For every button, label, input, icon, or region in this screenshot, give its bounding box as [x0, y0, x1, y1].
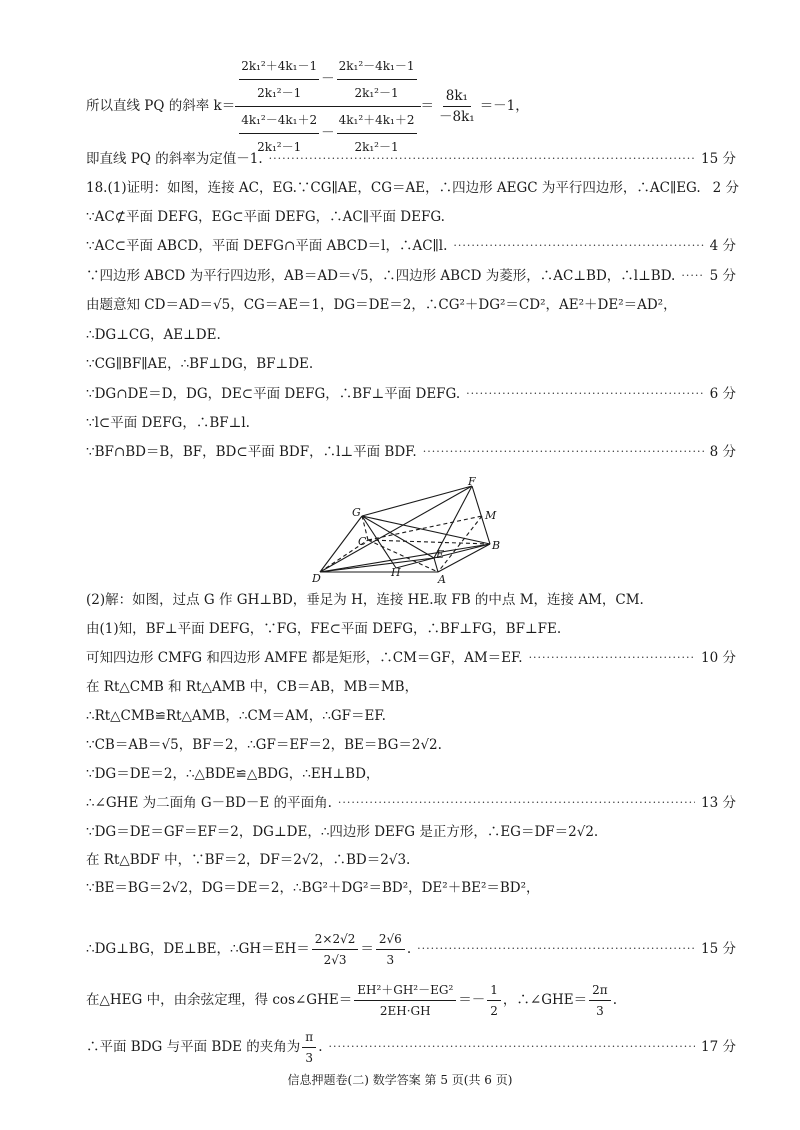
solution-line: [86, 413, 736, 433]
cos-mid2: ，∴∠GHE＝: [502, 992, 588, 1008]
gh-prefix: ∴DG⊥BG，DE⊥BE，∴GH＝EH＝: [86, 941, 310, 957]
slope-result-bottom: －8k₁: [439, 108, 475, 125]
cos-line: [86, 980, 736, 1020]
score-mark: 10 分: [701, 650, 736, 666]
score-mark: 4 分: [709, 238, 736, 254]
cos-prefix: 在△HEG 中，由余弦定理，得 cos∠GHE＝: [86, 992, 353, 1008]
cos-fraction-1-top: EH²＋GH²－EG²: [354, 980, 456, 1001]
solution-line: [86, 384, 736, 404]
score-mark: 13 分: [701, 795, 736, 811]
final-tail: .: [318, 1039, 323, 1055]
line-text: 18.(1)证明：如图，连接 AC，EG.∵CG∥AE，CG＝AE，∴四边形 AEGC 为平行四边形，∴AC∥EG.: [86, 180, 701, 196]
minus-sign: －: [321, 125, 335, 141]
gh-fraction-1-bottom: 2√3: [323, 952, 347, 967]
final-line: [86, 1028, 736, 1066]
score-mark: 15 分: [701, 941, 736, 957]
slope-line: [86, 58, 736, 154]
line-text: ∵AC⊄平面 DEFG，EG⊂平面 DEFG，∴AC∥平面 DEFG.: [86, 209, 445, 225]
score-mark: 6 分: [709, 386, 736, 402]
solution-line: [86, 850, 736, 870]
line-text: ∵DG＝DE＝GF＝EF＝2，DG⊥DE，∴四边形 DEFG 是正方形，∴EG＝DF＝2√2.: [86, 824, 599, 840]
solution-line: [86, 325, 736, 345]
line-text: ∴Rt△CMB≌Rt△AMB，∴CM＝AM，∴GF＝EF.: [86, 708, 386, 724]
solution-line: [86, 207, 736, 227]
label-F: F: [468, 476, 476, 488]
cos-fraction-2: [487, 980, 501, 1021]
solution-line: [86, 793, 736, 813]
leader-dots: [269, 149, 695, 169]
label-H: H: [391, 566, 401, 579]
solution-line: [86, 590, 736, 610]
frac-num-a-bottom: 2k₁²－1: [257, 85, 302, 100]
final-prefix: ∴平面 BDG 与平面 BDE 的夹角为: [86, 1039, 301, 1055]
final-fraction-bottom: 3: [305, 1050, 314, 1065]
solution-line: [86, 822, 736, 842]
cos-tail: .: [612, 992, 617, 1008]
geometry-figure: [312, 476, 512, 584]
gh-fraction-2-top: 2√6: [376, 929, 405, 950]
slope-result-top: 8k₁: [443, 86, 471, 107]
slope-result-fraction: [436, 86, 478, 127]
gh-line: [86, 930, 736, 968]
label-E: E: [436, 548, 445, 561]
edge-GE: [362, 516, 434, 558]
leader-dots: [423, 442, 704, 462]
leader-dots: [417, 939, 695, 959]
score-mark: 2 分: [712, 180, 740, 196]
line-text: ∵AC⊂平面 ABCD，平面 DEFG∩平面 ABCD＝l，∴AC∥l.: [86, 238, 448, 254]
label-G: G: [352, 506, 361, 519]
edge-CM: [368, 516, 482, 540]
cos-fraction-1-bottom: 2EH·GH: [379, 1003, 431, 1018]
line-text: ∵l⊂平面 DEFG，∴BF⊥l.: [86, 415, 250, 431]
gh-fraction-2-bottom: 3: [386, 952, 395, 967]
line-text: ∵BF∩BD＝B，BF，BD⊂平面 BDF，∴l⊥平面 BDF.: [86, 444, 417, 460]
leader-dots: [466, 384, 703, 404]
label-D: D: [312, 572, 321, 584]
solution-line: [86, 149, 736, 169]
minus-sign: －: [321, 71, 335, 87]
line-text: ∴∠GHE 为二面角 G－BD－E 的平面角.: [86, 795, 332, 811]
solution-line: [86, 266, 736, 286]
label-C: C: [358, 535, 367, 548]
frac-den-b-bottom: 2k₁²－1: [354, 139, 399, 154]
final-fraction-top: π: [302, 1027, 316, 1048]
line-text: 可知四边形 CMFG 和四边形 AMFE 都是矩形，∴CM＝GF，AM＝EF.: [86, 650, 523, 666]
solution-line: [86, 178, 740, 198]
cos-fraction-3-top: 2π: [589, 980, 611, 1001]
equals-sign: ＝: [360, 941, 374, 957]
leader-dots: [529, 648, 695, 668]
frac-den-a-bottom: 2k₁²－1: [257, 139, 302, 154]
solution-line: [86, 878, 736, 898]
score-mark: 8 分: [709, 444, 736, 460]
edge-DG: [320, 516, 362, 572]
score-mark: 5 分: [709, 268, 736, 284]
page-footer: 信息押题卷(二) 数学答案 第 5 页(共 6 页): [287, 1073, 513, 1087]
frac-num-a-top: 2k₁²＋4k₁－1: [239, 56, 319, 80]
line-text: ∵DG＝DE＝2，∴△BDE≌△BDG，∴EH⊥BD，: [86, 766, 380, 782]
gh-fraction-1: [312, 929, 359, 970]
solution-line: [86, 764, 736, 784]
label-B: B: [492, 539, 501, 552]
line-text: ∵BE＝BG＝2√2，DG＝DE＝2，∴BG²＋DG²＝BD²，DE²＋BE²＝BD²，: [86, 880, 540, 896]
solution-line: [86, 354, 736, 374]
label-A: A: [438, 573, 446, 584]
frac-num-a: [239, 56, 319, 103]
leader-dots: [681, 266, 703, 286]
solution-line: [86, 677, 736, 697]
slope-tail: ＝－1，: [479, 98, 529, 114]
line-text: 即直线 PQ 的斜率为定值－1.: [86, 151, 263, 167]
cos-fraction-1: [354, 980, 456, 1021]
gh-tail: .: [406, 941, 412, 957]
leader-dots: [328, 1037, 695, 1057]
cos-mid: ＝－: [458, 992, 486, 1008]
line-text: 由题意知 CD＝AD＝√5，CG＝AE＝1，DG＝DE＝2，∴CG²＋DG²＝CD²，AE²＋DE²＝AD²，: [86, 297, 677, 313]
cos-fraction-2-bottom: 2: [490, 1003, 498, 1018]
line-text: ∵CB＝AB＝√5，BF＝2，∴GF＝EF＝2，BE＝BG＝2√2.: [86, 737, 442, 753]
edge-GH: [362, 516, 396, 568]
equals-sign: ＝: [420, 98, 434, 114]
cos-fraction-2-top: 1: [487, 980, 501, 1001]
slope-big-fraction: [235, 56, 420, 157]
frac-num-b: [337, 56, 417, 103]
edge-DE: [320, 558, 434, 572]
score-mark: 17 分: [701, 1039, 736, 1055]
line-text: ∵四边形 ABCD 为平行四边形，AB＝AD＝√5，∴四边形 ABCD 为菱形，∴AC⊥BD，∴l⊥BD.: [86, 268, 676, 284]
frac-den-a-top: 4k₁²－4k₁＋2: [239, 110, 319, 134]
line-text: 由(1)知，BF⊥平面 DEFG，∵FG，FE⊂平面 DEFG，∴BF⊥FG，BF⊥FE.: [86, 621, 562, 637]
solution-line: [86, 648, 736, 668]
solution-line: [86, 735, 736, 755]
cos-fraction-3-bottom: 3: [596, 1003, 604, 1018]
final-fraction: [302, 1027, 316, 1068]
solution-line: [86, 295, 736, 315]
slope-big-numerator: [235, 56, 420, 107]
label-M: M: [485, 509, 497, 522]
edge-GF: [362, 486, 472, 516]
gh-fraction-1-top: 2×2√2: [312, 929, 359, 950]
line-text: ∵CG∥BF∥AE，∴BF⊥DG，BF⊥DE.: [86, 356, 314, 372]
line-text: 在 Rt△BDF 中，∵BF＝2，DF＝2√2，∴BD＝2√3.: [86, 852, 411, 868]
solution-line: [86, 706, 736, 726]
edge-HE: [396, 558, 434, 568]
score-mark: 15 分: [701, 151, 736, 167]
edge-CB: [368, 540, 490, 544]
line-text: ∴DG⊥CG，AE⊥DE.: [86, 327, 221, 343]
slope-prefix: 所以直线 PQ 的斜率 k＝: [86, 98, 236, 114]
leader-dots: [453, 236, 703, 256]
line-text: 在 Rt△CMB 和 Rt△AMB 中，CB＝AB，MB＝MB，: [86, 679, 419, 695]
frac-num-b-top: 2k₁²－4k₁－1: [337, 56, 417, 80]
solution-line: [86, 619, 736, 639]
gh-fraction-2: [376, 929, 405, 970]
edge-CA: [368, 540, 438, 572]
frac-num-b-bottom: 2k₁²－1: [354, 85, 399, 100]
line-text: (2)解：如图，过点 G 作 GH⊥BD，垂足为 H，连接 HE.取 FB 的中点 M，连接 AM，CM.: [86, 592, 644, 608]
leader-dots: [338, 793, 695, 813]
solution-line: [86, 442, 736, 462]
cos-fraction-3: [589, 980, 611, 1021]
solution-line: [86, 236, 736, 256]
line-text: ∵DG∩DE＝D，DG，DE⊂平面 DEFG，∴BF⊥平面 DEFG.: [86, 386, 461, 402]
frac-den-b-top: 4k₁²＋4k₁＋2: [337, 110, 417, 134]
